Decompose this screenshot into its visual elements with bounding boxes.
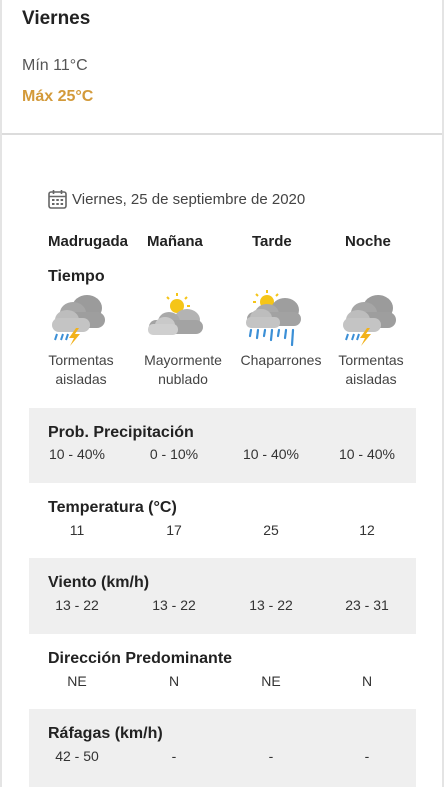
date-text: Viernes, 25 de septiembre de 2020 — [72, 190, 306, 208]
period-header-tarde: Tarde — [252, 233, 292, 250]
row-value: NE — [67, 673, 87, 689]
row-value: 11 — [69, 522, 85, 538]
weather-description-line: aisladas — [55, 371, 107, 387]
weather-description-madrugada — [40, 351, 122, 389]
min-temperature: Mín 11°C — [22, 57, 88, 74]
row-value: - — [268, 748, 274, 764]
row-value: 42 - 50 — [55, 748, 99, 764]
day-summary-card[interactable] — [2, 0, 442, 135]
row-value: N — [361, 673, 373, 689]
row-value: 13 - 22 — [249, 597, 293, 613]
row-value: 10 - 40% — [338, 446, 396, 462]
row-title: Dirección Predominante — [48, 650, 233, 667]
forecast-date — [48, 188, 305, 210]
row-value: NE — [261, 673, 281, 689]
row-value: 23 - 31 — [345, 597, 389, 613]
weather-description-noche — [330, 351, 412, 389]
row-value: - — [171, 748, 177, 764]
period-header-manana: Mañana — [147, 233, 203, 250]
partly-cloudy-icon — [145, 290, 207, 346]
max-temperature: Máx 25°C — [22, 88, 94, 105]
rain-showers-icon — [243, 290, 305, 346]
row-value: 25 — [263, 522, 279, 538]
row-value: 0 - 10% — [149, 446, 199, 462]
row-value: 10 - 40% — [242, 446, 300, 462]
weather-description-line: Tormentas — [338, 352, 404, 368]
row-title: Temperatura (°C) — [48, 499, 177, 516]
row-value: 13 - 22 — [152, 597, 196, 613]
temperature-row — [29, 483, 416, 558]
wind-direction-row — [29, 634, 416, 709]
weather-description-line: aisladas — [345, 371, 397, 387]
wind-row — [29, 558, 416, 634]
row-title: Prob. Precipitación — [48, 424, 194, 441]
row-value: N — [168, 673, 180, 689]
weather-description-line: Tormentas — [48, 352, 114, 368]
row-title: Viento (km/h) — [48, 574, 150, 591]
row-value: 17 — [166, 522, 182, 538]
weather-description-manana — [138, 351, 228, 389]
row-value: - — [364, 748, 370, 764]
thunderstorm-cloud-icon — [338, 290, 400, 346]
weather-description-tarde — [236, 351, 326, 370]
calendar-icon — [48, 189, 67, 209]
period-header-noche: Noche — [345, 233, 391, 250]
weather-section-label: Tiempo — [48, 268, 105, 285]
gusts-row — [29, 709, 416, 787]
thunderstorm-cloud-icon — [47, 290, 109, 346]
weather-description-line: Chaparrones — [240, 352, 322, 368]
right-frame-border — [442, 0, 444, 787]
precipitation-row — [29, 408, 416, 483]
row-title: Ráfagas (km/h) — [48, 725, 163, 742]
weather-description-line: nublado — [158, 371, 208, 387]
row-value: 12 — [359, 522, 375, 538]
row-value: 13 - 22 — [55, 597, 99, 613]
weather-description-line: Mayormente — [144, 352, 222, 368]
row-value: 10 - 40% — [48, 446, 106, 462]
period-header-madrugada: Madrugada — [48, 233, 129, 250]
day-title: Viernes — [22, 8, 91, 29]
